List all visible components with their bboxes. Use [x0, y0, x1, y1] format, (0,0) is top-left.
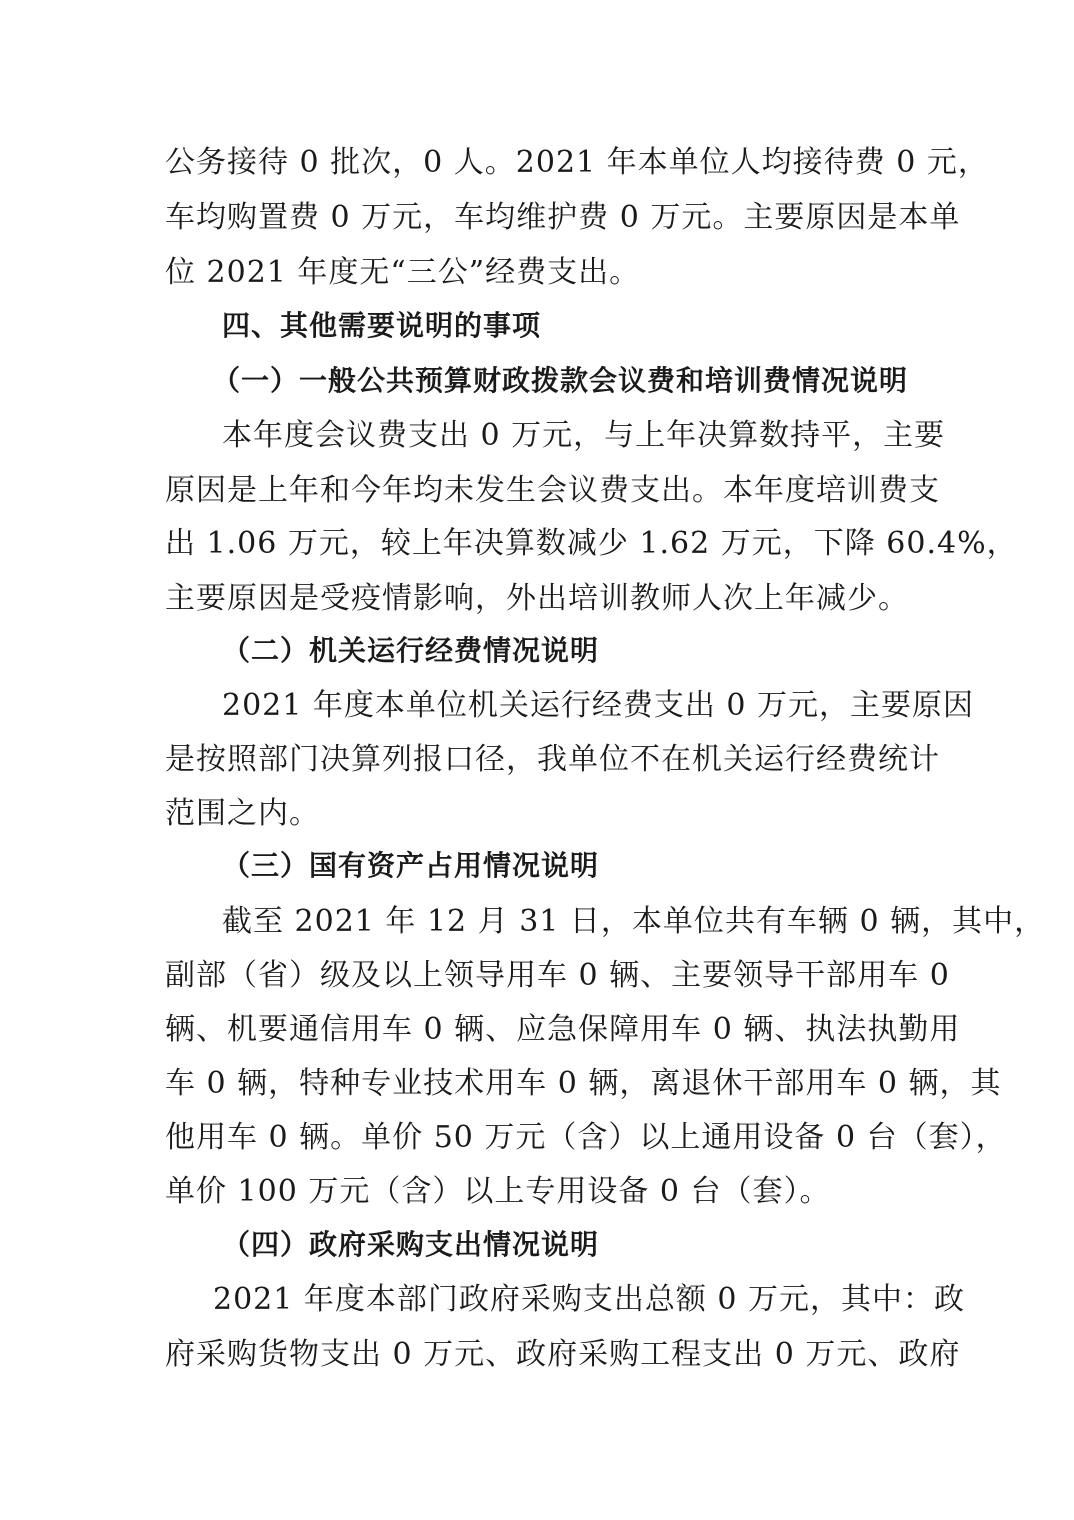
paragraph-line: 府采购货物支出 0 万元、政府采购工程支出 0 万元、政府 — [165, 1337, 961, 1372]
subsection-heading: （三）国有资产占用情况说明 — [222, 849, 600, 882]
paragraph-line: 原因是上年和今年均未发生会议费支出。本年度培训费支 — [165, 473, 940, 508]
paragraph-line: 主要原因是受疫情影响，外出培训教师人次上年减少。 — [165, 581, 909, 616]
paragraph-line: 副部（省）级及以上领导用车 0 辆、主要领导干部用车 0 — [165, 958, 950, 993]
paragraph-line: 车 0 辆，特种专业技术用车 0 辆，离退休干部用车 0 辆，其 — [165, 1066, 1002, 1101]
subsection-heading: （四）政府采购支出情况说明 — [222, 1228, 600, 1261]
paragraph-line: 他用车 0 辆。单价 50 万元（含）以上通用设备 0 台（套）， — [165, 1120, 1007, 1155]
paragraph-line: 车均购置费 0 万元，车均维护费 0 万元。主要原因是本单 — [165, 200, 961, 235]
paragraph-line: 公务接待 0 批次，0 人。2021 年本单位人均接待费 0 元， — [165, 145, 989, 180]
paragraph-line: 是按照部门决算列报口径，我单位不在机关运行经费统计 — [165, 742, 940, 777]
paragraph-line: 本年度会议费支出 0 万元，与上年决算数持平，主要 — [222, 418, 946, 453]
paragraph-line: 截至 2021 年 12 月 31 日，本单位共有车辆 0 辆，其中， — [222, 904, 1046, 939]
paragraph-line: 出 1.06 万元，较上年决算数减少 1.62 万元，下降 60.4%， — [165, 526, 1018, 561]
subsection-heading: （二）机关运行经费情况说明 — [222, 634, 600, 667]
paragraph-line: 2021 年度本部门政府采购支出总额 0 万元，其中：政 — [213, 1282, 966, 1317]
paragraph-line: 辆、机要通信用车 0 辆、应急保障用车 0 辆、执法执勤用 — [165, 1012, 961, 1047]
section-heading: 四、其他需要说明的事项 — [222, 309, 542, 342]
subsection-heading: （一）一般公共预算财政拨款会议费和培训费情况说明 — [212, 364, 909, 397]
paragraph-line: 单价 100 万元（含）以上专用设备 0 台（套）。 — [165, 1174, 831, 1209]
paragraph-line: 2021 年度本单位机关运行经费支出 0 万元，主要原因 — [222, 688, 975, 723]
paragraph-line: 位 2021 年度无“三公”经费支出。 — [165, 255, 641, 290]
paragraph-line: 范围之内。 — [165, 796, 320, 831]
